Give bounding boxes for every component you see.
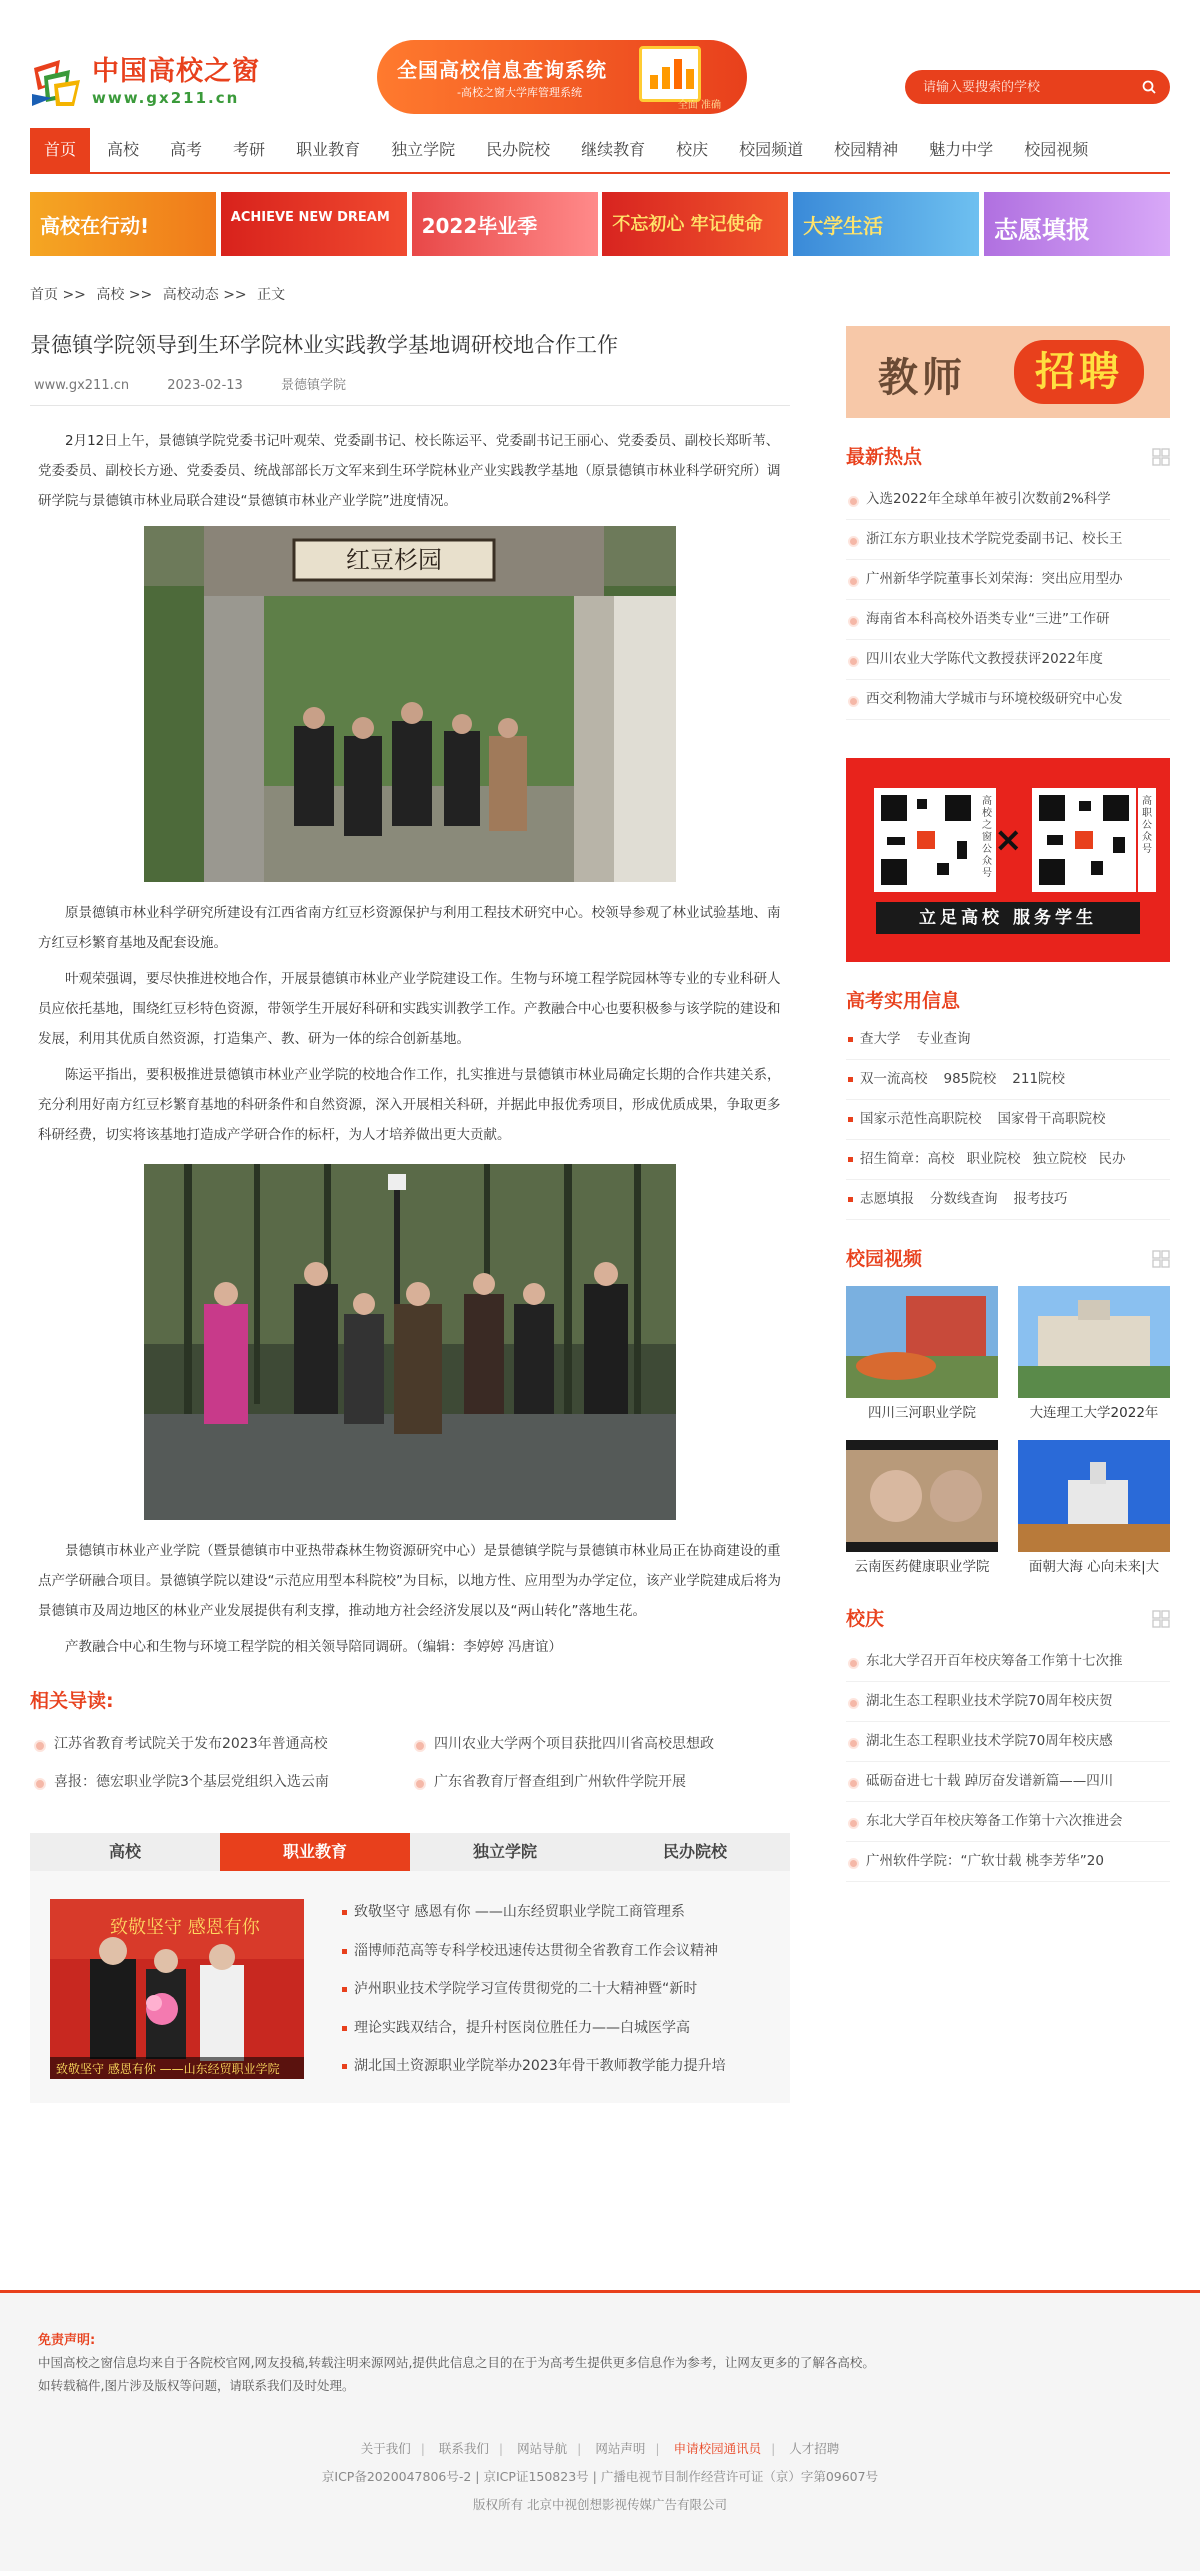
video-thumbnail bbox=[1018, 1440, 1170, 1552]
nav-private[interactable]: 民办院校 bbox=[486, 140, 551, 159]
video-card[interactable] bbox=[1018, 1286, 1170, 1428]
category-tabs bbox=[30, 1833, 790, 1871]
tab-college[interactable]: 高校 bbox=[108, 1842, 141, 1861]
related-list bbox=[30, 1725, 790, 1801]
search-icon[interactable] bbox=[1142, 80, 1156, 94]
nav-kaoyan[interactable]: 考研 bbox=[233, 140, 266, 159]
article-paragraph: 叶观荣强调，要尽快推进校地合作，开展景德镇市林业产业学院建设工作。生物与环境工程学院园林等专业的专业科研人员应依托基地，围绕红豆杉特色资源，带领学生开展好科研和实践实训教学工作。产教融合中心也要积极参与该学院的建设和发展，利用其优质自然资源，打造集产、教、研为一体的综合创新基地。 bbox=[38, 971, 781, 1047]
grid-more-icon[interactable] bbox=[1152, 448, 1170, 466]
tab-vocational[interactable]: 职业教育 bbox=[220, 1833, 410, 1871]
tab-private[interactable]: 民办院校 bbox=[662, 1842, 727, 1861]
video-caption: 面朝大海 心向未来|大 bbox=[1028, 1559, 1160, 1575]
disclaimer-title: 免责声明: bbox=[38, 2333, 96, 2348]
breadcrumb: 首页 >> 高校 >> 高校动态 >> 正文 bbox=[30, 287, 286, 303]
gaokao-row bbox=[846, 1060, 1170, 1100]
footer-copyright: 版权所有 北京中视创想影视传媒广告有限公司 bbox=[473, 2497, 727, 2512]
grid-more-icon[interactable] bbox=[1152, 1250, 1170, 1268]
anniversary-item[interactable]: 广州软件学院：“广软廿载 桃李芳华”20 bbox=[846, 1842, 1170, 1882]
nav-anniversary[interactable]: 校庆 bbox=[676, 140, 709, 159]
disclaimer-text: 中国高校之窗信息均来自于各院校官网,网友投稿,转载注明来源网站,提供此信息之目的在于为高考生提供更多信息作为参考，让网友更多的了解各高校。 如转载稿件,图片涉及版权等问题，请联系我们及时处理。 bbox=[38, 2355, 875, 2393]
footer-link-jobs[interactable]: 人才招聘 bbox=[789, 2441, 840, 2456]
footer-icp: 京ICP备2020047806号-2 | 京ICP证150823号 | 广播电视节目制作经营许可证（京）字第09607号 bbox=[321, 2469, 879, 2484]
hot-section-title: 最新热点 bbox=[846, 442, 1170, 470]
tab-news-item[interactable]: 致敬坚守 感恩有你 ——山东经贸职业学院工商管理系 bbox=[340, 1893, 780, 1932]
footer-link-sitemap[interactable]: 网站导航 bbox=[517, 2441, 568, 2456]
tab-news-item[interactable]: 湖北国土资源职业学院举办2023年骨干教师教学能力提升培 bbox=[340, 2047, 780, 2086]
info-system-title: 全国高校信息查询系统 bbox=[397, 58, 607, 82]
teacher-recruit-banner[interactable]: 教师 招聘 bbox=[846, 326, 1170, 418]
qr-right-label: 高职公众号 bbox=[1138, 788, 1156, 892]
hot-item[interactable]: 广州新华学院董事长刘荣海：突出应用型办 bbox=[846, 560, 1170, 600]
qr-code-icon bbox=[874, 788, 978, 892]
qr-code-banner bbox=[846, 758, 1170, 962]
tab-photo-caption: 致敬坚守 感恩有你 ——山东经贸职业学院 bbox=[56, 2062, 280, 2076]
hot-item[interactable]: 浙江东方职业技术学院党委副书记、校长王 bbox=[846, 520, 1170, 560]
video-thumbnail bbox=[846, 1286, 998, 1398]
search-box bbox=[905, 70, 1170, 104]
site-logo[interactable] bbox=[30, 52, 260, 112]
gaokao-link[interactable]: 志愿填报 bbox=[860, 1191, 914, 1207]
gaokao-link[interactable]: 查大学 bbox=[860, 1031, 901, 1047]
article-column bbox=[30, 328, 790, 2103]
site-header bbox=[30, 0, 1170, 128]
related-item[interactable]: 广东省教育厅督查组到广州软件学院开展 bbox=[410, 1763, 790, 1801]
anniversary-item[interactable]: 东北大学召开百年校庆筹备工作第十七次推 bbox=[846, 1642, 1170, 1682]
hot-item[interactable]: 海南省本科高校外语类专业“三进”工作研 bbox=[846, 600, 1170, 640]
related-item[interactable]: 江苏省教育考试院关于发布2023年普通高校 bbox=[30, 1725, 410, 1763]
tab-news-item[interactable]: 泸州职业技术学院学习宣传贯彻党的二十大精神暨“新时 bbox=[340, 1970, 780, 2009]
promo-banners bbox=[30, 192, 1170, 256]
breadcrumb-home[interactable]: 首页 bbox=[30, 287, 58, 303]
nav-gaokao[interactable]: 高考 bbox=[170, 140, 203, 159]
nav-highschool[interactable]: 魅力中学 bbox=[929, 140, 994, 159]
anniversary-section-title: 校庆 bbox=[846, 1604, 1170, 1632]
anniversary-item[interactable]: 砥砺奋进七十载 踔厉奋发谱新篇——四川 bbox=[846, 1762, 1170, 1802]
anniversary-item[interactable]: 湖北生态工程职业技术学院70周年校庆感 bbox=[846, 1722, 1170, 1762]
grid-more-icon[interactable] bbox=[1152, 1610, 1170, 1628]
search-input[interactable] bbox=[905, 80, 1125, 95]
gaokao-list bbox=[846, 1020, 1170, 1220]
promo-banner[interactable]: 高校在行动! bbox=[30, 192, 216, 256]
anniversary-list bbox=[846, 1642, 1170, 1882]
article-photo bbox=[144, 1164, 676, 1520]
gaokao-link[interactable]: 职业院校 bbox=[966, 1151, 1021, 1167]
gaokao-row bbox=[846, 1020, 1170, 1060]
gaokao-link[interactable]: 民办 bbox=[1098, 1151, 1126, 1167]
video-caption: 大连理工大学2022年 bbox=[1029, 1405, 1159, 1421]
nav-vocational[interactable]: 职业教育 bbox=[296, 140, 361, 159]
gaokao-link[interactable]: 专业查询 bbox=[916, 1031, 971, 1047]
article-paragraph: 产教融合中心和生物与环境工程学院的相关领导陪同调研。（编辑：李婷婷 冯唐谊） bbox=[65, 1639, 563, 1655]
info-system-subtitle: -高校之窗大学库管理系统 bbox=[457, 86, 582, 99]
promo-banner[interactable]: ACHIEVE NEW DREAM bbox=[221, 192, 407, 256]
gaokao-row bbox=[846, 1100, 1170, 1140]
gaokao-link[interactable]: 国家示范性高职院校 bbox=[860, 1111, 982, 1127]
nav-continuing[interactable]: 继续教育 bbox=[581, 140, 646, 159]
article-paragraph: 2月12日上午，景德镇学院党委书记叶观荣、党委副书记、校长陈运平、党委副书记王丽心、党委委员、副校长郑昕苇、党委委员、副校长方逊、党委委员、统战部部长万文军来到生环学院林业产业实践教学基地（原景德镇市林业科学研究所）调研学院与景德镇市林业局联合建设“景德镇市林业产业学院”进度情况。 bbox=[38, 433, 781, 509]
footer-link-statement[interactable]: 网站声明 bbox=[595, 2441, 646, 2456]
sidebar bbox=[846, 328, 1170, 1882]
article-meta bbox=[30, 374, 790, 406]
hot-item[interactable]: 四川农业大学陈代文教授获评2022年度 bbox=[846, 640, 1170, 680]
breadcrumb-current: 正文 bbox=[257, 287, 286, 303]
video-grid bbox=[846, 1286, 1170, 1594]
gaokao-link[interactable]: 211院校 bbox=[1012, 1071, 1066, 1087]
gaokao-link[interactable]: 分数线查询 bbox=[930, 1191, 998, 1207]
info-system-tags: 全面 准确 bbox=[677, 100, 721, 111]
article-date: 2023-02-13 bbox=[167, 378, 243, 393]
nav-campus-channel[interactable]: 校园频道 bbox=[739, 140, 804, 159]
video-section-title: 校园视频 bbox=[846, 1244, 1170, 1272]
promo-banner[interactable]: 2022毕业季 bbox=[412, 192, 598, 256]
logo-mark-icon bbox=[30, 54, 86, 110]
video-card[interactable] bbox=[846, 1440, 998, 1582]
qr-left-label: 高校之窗公众号 bbox=[978, 788, 996, 892]
gaokao-link[interactable]: 独立院校 bbox=[1032, 1151, 1087, 1167]
logo-name: 中国高校之窗 bbox=[92, 56, 260, 87]
main-nav bbox=[30, 128, 1170, 174]
tab-news-item[interactable]: 理论实践双结合，提升村医岗位胜任力——白城医学高 bbox=[340, 2009, 780, 2048]
tab-independent[interactable]: 独立学院 bbox=[472, 1842, 537, 1861]
footer-link-correspondent[interactable]: 申请校园通讯员 bbox=[673, 2441, 762, 2456]
article-photo bbox=[144, 526, 676, 882]
hot-item[interactable]: 西交利物浦大学城市与环境校级研究中心发 bbox=[846, 680, 1170, 720]
promo-banner[interactable]: 大学生活 bbox=[793, 192, 979, 256]
gaokao-link[interactable]: 985院校 bbox=[943, 1071, 997, 1087]
site-footer bbox=[0, 2290, 1200, 2571]
times-icon: × bbox=[994, 820, 1023, 860]
qr-caption: 立足高校 服务学生 bbox=[876, 902, 1140, 934]
photo-sign-text: 红豆杉园 bbox=[346, 546, 442, 574]
logo-url: www.gx211.cn bbox=[92, 89, 240, 107]
gaokao-row bbox=[846, 1180, 1170, 1220]
nav-campus-video[interactable]: 校园视频 bbox=[1024, 140, 1089, 159]
article-paragraph: 原景德镇市林业科学研究所建设有江西省南方红豆杉资源保护与利用工程技术研究中心。校领导参观了林业试验基地、南方红豆杉繁育基地及配套设施。 bbox=[38, 905, 781, 951]
video-card[interactable] bbox=[846, 1286, 998, 1428]
category-tabs-box bbox=[30, 1833, 790, 2103]
article-paragraph: 景德镇市林业产业学院（暨景德镇市中亚热带森林生物资源研究中心）是景德镇学院与景德镇市林业局正在协商建设的重点产学研融合项目。景德镇学院以建设“示范应用型本科院校”为目标，以地方性、应用型为办学定位，该产业学院建成后将为景德镇市及周边地区的林业产业发展提供有利支撑，推动地方社会经济发展以及“两山转化”落地生花。 bbox=[38, 1543, 781, 1619]
video-card[interactable] bbox=[1018, 1440, 1170, 1582]
article-source: 景德镇学院 bbox=[280, 378, 346, 393]
promo-banner[interactable]: 不忘初心 牢记使命 bbox=[602, 192, 788, 256]
related-title: 相关导读: bbox=[30, 1690, 114, 1712]
footer-links: 关于我们 | 联系我们 | 网站导航 | 网站声明 | 申请校园通讯员 | 人才招聘 bbox=[360, 2441, 840, 2456]
breadcrumb-news[interactable]: 高校动态 bbox=[162, 287, 219, 303]
video-thumbnail bbox=[1018, 1286, 1170, 1398]
gaokao-link[interactable]: 报考技巧 bbox=[1013, 1191, 1068, 1207]
promo-banner[interactable]: 志愿填报 bbox=[984, 192, 1170, 256]
tab-photo-banner-text: 致敬坚守 感恩有你 bbox=[110, 1917, 260, 1938]
info-system-banner[interactable] bbox=[377, 40, 747, 114]
hot-list bbox=[846, 480, 1170, 720]
breadcrumb-college[interactable]: 高校 bbox=[96, 287, 125, 303]
article-paragraph: 陈运平指出，要积极推进景德镇市林业产业学院的校地合作工作，扎实推进与景德镇市林业局确定长期的合作共建关系，充分利用好南方红豆杉繁育基地的科研条件和自然资源，深入开展相关科研，并据此申报优秀项目，形成优质成果，争取更多科研经费，切实将该基地打造成产学研合作的标杆，为人才培养做出更大贡献。 bbox=[38, 1067, 781, 1143]
tab-feature-photo[interactable] bbox=[50, 1899, 304, 2079]
chart-icon bbox=[639, 46, 701, 102]
gaokao-link[interactable]: 招生简章：高校 bbox=[860, 1151, 955, 1167]
nav-campus-spirit[interactable]: 校园精神 bbox=[834, 140, 899, 159]
article-body bbox=[30, 426, 790, 1662]
gaokao-link[interactable]: 国家骨干高职院校 bbox=[997, 1111, 1106, 1127]
video-caption: 四川三河职业学院 bbox=[868, 1405, 976, 1421]
nav-independent[interactable]: 独立学院 bbox=[391, 140, 456, 159]
article-site: www.gx211.cn bbox=[34, 378, 130, 393]
video-thumbnail bbox=[846, 1440, 998, 1552]
footer-link-about[interactable]: 关于我们 bbox=[360, 2441, 411, 2456]
gaokao-section-title: 高考实用信息 bbox=[846, 990, 961, 1012]
gaokao-row bbox=[846, 1140, 1170, 1180]
tab-news-list bbox=[340, 1893, 780, 2086]
qr-code-icon bbox=[1032, 788, 1136, 892]
hot-item[interactable]: 入选2022年全球单年被引次数前2%科学 bbox=[846, 480, 1170, 520]
related-item[interactable]: 四川农业大学两个项目获批四川省高校思想政 bbox=[410, 1725, 790, 1763]
tab-news-item[interactable]: 淄博师范高等专科学校迅速传达贯彻全省教育工作会议精神 bbox=[340, 1932, 780, 1971]
nav-home[interactable]: 首页 bbox=[30, 128, 90, 172]
anniversary-item[interactable]: 东北大学百年校庆筹备工作第十六次推进会 bbox=[846, 1802, 1170, 1842]
footer-link-contact[interactable]: 联系我们 bbox=[438, 2441, 489, 2456]
anniversary-item[interactable]: 湖北生态工程职业技术学院70周年校庆贺 bbox=[846, 1682, 1170, 1722]
nav-college[interactable]: 高校 bbox=[107, 140, 140, 159]
video-caption: 云南医药健康职业学院 bbox=[854, 1559, 990, 1575]
related-item[interactable]: 喜报：德宏职业学院3个基层党组织入选云南 bbox=[30, 1763, 410, 1801]
article-title: 景德镇学院领导到生环学院林业实践教学基地调研校地合作工作 bbox=[30, 333, 618, 357]
gaokao-link[interactable]: 双一流高校 bbox=[860, 1071, 928, 1087]
